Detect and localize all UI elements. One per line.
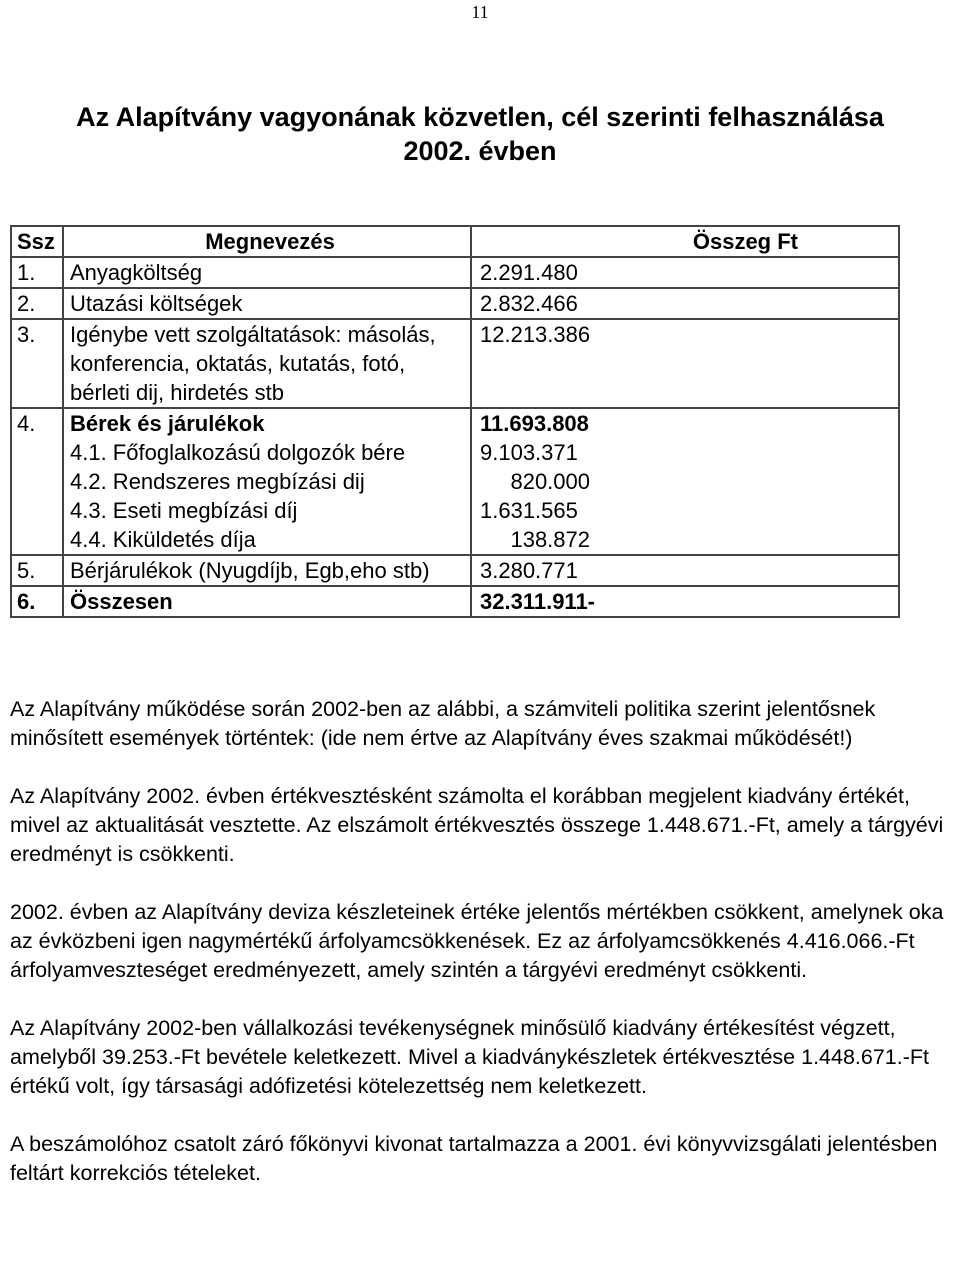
row-amount: 3.280.771 bbox=[471, 555, 899, 586]
table-row bbox=[11, 319, 899, 408]
paragraph: 2002. évben az Alapítvány deviza készleteinek értéke jelentős mértékben csökkent, amelynek oka az évközbeni igen nagymértékű árfolyamcsökkenések. Ez az árfolyamcsökkenés 4.416.066.-Ft árfolyamveszteséget eredményezett, amely szintén a tárgyévi eredményt csökkenti. bbox=[10, 900, 944, 982]
row-amount: 2.832.466 bbox=[471, 288, 899, 319]
header-amount: Összeg Ft bbox=[471, 226, 899, 257]
row-number: 1. bbox=[11, 257, 63, 288]
header-ssz: Ssz bbox=[11, 226, 63, 257]
page-number: 11 bbox=[471, 2, 489, 22]
row-amount: 11.693.808 bbox=[480, 411, 589, 436]
table-row bbox=[11, 288, 899, 319]
row-number: 6. bbox=[11, 586, 63, 617]
row-amount: 32.311.911- bbox=[471, 586, 899, 617]
title-line-2: 2002. évben bbox=[403, 136, 557, 166]
row-name: Bérek és járulékok bbox=[70, 411, 265, 436]
sub-row-amount: 138.872 bbox=[510, 527, 590, 552]
header-name: Megnevezés bbox=[63, 226, 471, 257]
title-line-1: Az Alapítvány vagyonának közvetlen, cél szerinti felhasználása bbox=[76, 102, 884, 132]
row-name: Utazási költségek bbox=[63, 288, 471, 319]
row-number: 4. bbox=[11, 408, 63, 555]
table-total-row bbox=[11, 586, 899, 617]
row-number: 5. bbox=[11, 555, 63, 586]
row-name: Összesen bbox=[63, 586, 471, 617]
paragraph: Az Alapítvány 2002. évben értékvesztésként számolta el korábban megjelent kiadvány értékét, mivel az aktualitását vesztette. Az elszámolt értékvesztés összege 1.448.671.-Ft, amely a tárgyévi eredményt is csökkenti. bbox=[10, 784, 944, 866]
row-number: 2. bbox=[11, 288, 63, 319]
sub-row-name: 4.2. Rendszeres megbízási dij bbox=[70, 469, 365, 494]
sub-row-name: 4.1. Főfoglalkozású dolgozók bére bbox=[70, 440, 406, 465]
row-amount: 2.291.480 bbox=[471, 257, 899, 288]
sub-row-amount: 1.631.565 bbox=[480, 498, 578, 523]
row-name: Bérjárulékok (Nyugdíjb, Egb,eho stb) bbox=[63, 555, 471, 586]
sub-row-name: 4.3. Eseti megbízási díj bbox=[70, 498, 298, 523]
table-row bbox=[11, 257, 899, 288]
body-text bbox=[10, 695, 960, 1217]
table-header-row bbox=[11, 226, 899, 257]
paragraph: A beszámolóhoz csatolt záró főkönyvi kivonat tartalmazza a 2001. évi könyvvizsgálati jelentésben feltárt korrekciós tételeket. bbox=[10, 1132, 938, 1185]
row-amount: 12.213.386 bbox=[471, 319, 899, 408]
row-amount-group bbox=[471, 408, 899, 555]
sub-row-amount: 820.000 bbox=[510, 469, 590, 494]
row-name-group bbox=[63, 408, 471, 555]
row-name: Igénybe vett szolgáltatások: másolás, konferencia, oktatás, kutatás, fotó, bérleti dij, hirdetés stb bbox=[63, 319, 471, 408]
table-row bbox=[11, 408, 899, 555]
usage-table bbox=[10, 225, 900, 618]
sub-row-amount: 9.103.371 bbox=[480, 440, 578, 465]
sub-row-name: 4.4. Kiküldetés díja bbox=[70, 527, 256, 552]
page-title bbox=[0, 100, 960, 168]
paragraph: Az Alapítvány 2002-ben vállalkozási tevékenységnek minősülő kiadvány értékesítést végzett, amelyből 39.253.-Ft bevétele keletkezett. Mivel a kiadványkészletek értékvesztése 1.448.671.-Ft értékű volt, így társasági adófizetési kötelezettség nem keletkezett. bbox=[10, 1016, 929, 1098]
row-name: Anyagköltség bbox=[63, 257, 471, 288]
row-number: 3. bbox=[11, 319, 63, 408]
table-row bbox=[11, 555, 899, 586]
paragraph: Az Alapítvány működése során 2002-ben az alábbi, a számviteli politika szerint jelentősnek minősített események történtek: (ide nem értve az Alapítvány éves szakmai működését!) bbox=[10, 697, 876, 750]
